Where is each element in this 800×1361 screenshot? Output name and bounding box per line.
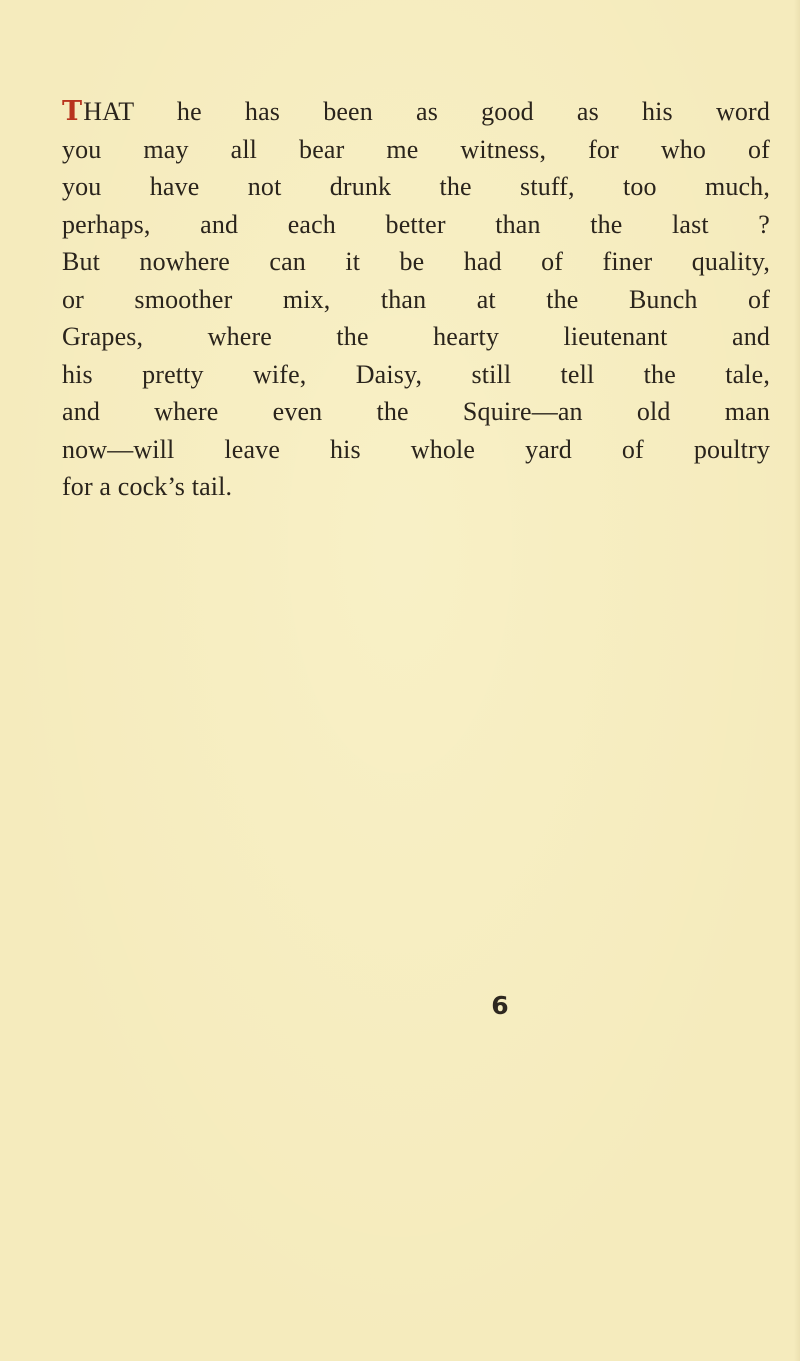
paragraph-line-2: you may all bear me witness, for who of xyxy=(62,134,770,164)
paragraph-line-8: his pretty wife, Daisy, still tell the tale, xyxy=(62,359,770,389)
page-edge xyxy=(794,0,800,1361)
first-line-text: HAT he has been as good as his word xyxy=(83,97,770,126)
paragraph-line-5: But nowhere can it be had of finer quality, xyxy=(62,247,770,276)
paragraph-line-10: now—will leave his whole yard of poultry xyxy=(62,434,770,464)
page-number: 6 xyxy=(491,991,509,1020)
paragraph-line-1 xyxy=(62,93,770,131)
paragraph-line-3: you have not drunk the stuff, too much, xyxy=(62,172,770,201)
paragraph-line-9: and where even the Squire—an old man xyxy=(62,397,770,426)
paragraph xyxy=(62,93,770,506)
paragraph-line-11: for a cock’s tail. xyxy=(62,472,233,501)
paragraph-line-4: perhaps, and each better than the last ? xyxy=(62,209,770,239)
paragraph-line-7: Grapes, where the hearty lieutenant and xyxy=(62,322,770,351)
drop-cap: T xyxy=(62,96,83,127)
paragraph-line-6: or smoother mix, than at the Bunch of xyxy=(62,284,770,314)
